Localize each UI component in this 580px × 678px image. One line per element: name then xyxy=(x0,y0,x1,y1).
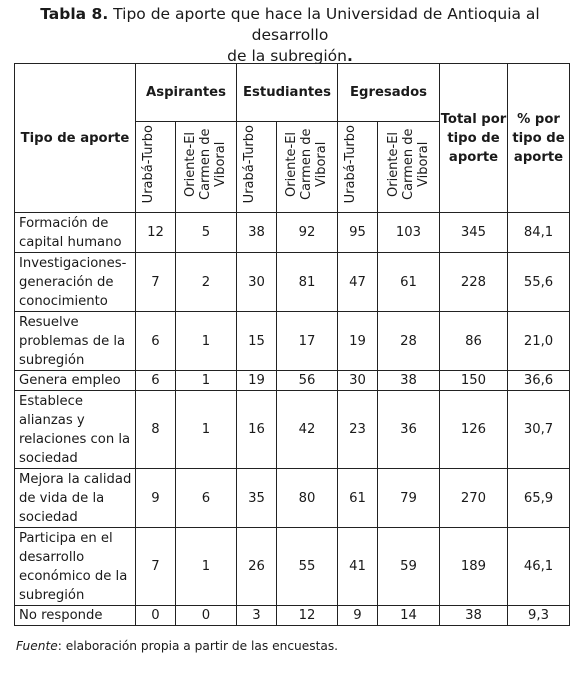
table-row xyxy=(15,528,570,606)
row-label: Mejora la calidad de vida de la sociedad xyxy=(15,469,136,528)
cell-asp-u: 7 xyxy=(136,253,176,312)
source-text: : elaboración propia a partir de las encuestas. xyxy=(57,639,339,653)
row-label: Formación de capital humano xyxy=(15,213,136,253)
cell-egr-o: 28 xyxy=(378,312,440,371)
cell-egr-u: 61 xyxy=(338,469,378,528)
table-row xyxy=(15,371,570,391)
cell-egr-u: 95 xyxy=(338,213,378,253)
header-aspirantes: Aspirantes xyxy=(136,64,237,122)
cell-asp-o: 1 xyxy=(176,312,237,371)
cell-asp-u: 0 xyxy=(136,606,176,626)
cell-total: 189 xyxy=(440,528,508,606)
cell-asp-o: 5 xyxy=(176,213,237,253)
cell-egr-o: 36 xyxy=(378,391,440,469)
cell-est-o: 55 xyxy=(277,528,338,606)
cell-pct: 84,1 xyxy=(508,213,570,253)
cell-pct: 21,0 xyxy=(508,312,570,371)
cell-est-o: 17 xyxy=(277,312,338,371)
source-label: Fuente xyxy=(16,639,58,653)
cell-egr-o: 103 xyxy=(378,213,440,253)
subheader-label: Oriente-El Carmen de Viboral xyxy=(385,128,431,200)
table-row xyxy=(15,253,570,312)
cell-est-o: 80 xyxy=(277,469,338,528)
cell-asp-u: 12 xyxy=(136,213,176,253)
header-egresados: Egresados xyxy=(338,64,440,122)
cell-asp-o: 2 xyxy=(176,253,237,312)
header-estudiantes: Estudiantes xyxy=(237,64,338,122)
cell-est-u: 38 xyxy=(237,213,277,253)
caption-text-line1: Tipo de aporte que hace la Universidad de Antioquia al desarrollo xyxy=(113,5,540,44)
cell-egr-o: 38 xyxy=(378,371,440,391)
cell-est-u: 16 xyxy=(237,391,277,469)
cell-asp-o: 0 xyxy=(176,606,237,626)
cell-egr-u: 30 xyxy=(338,371,378,391)
subheader-egresados-uraba xyxy=(338,122,378,213)
caption-label: Tabla 8. xyxy=(40,5,109,23)
cell-asp-u: 6 xyxy=(136,312,176,371)
cell-est-u: 19 xyxy=(237,371,277,391)
subheader-estudiantes-oriente xyxy=(277,122,338,213)
cell-egr-u: 41 xyxy=(338,528,378,606)
cell-egr-o: 61 xyxy=(378,253,440,312)
table-caption xyxy=(0,4,580,67)
subheader-estudiantes-uraba xyxy=(237,122,277,213)
table-row xyxy=(15,606,570,626)
cell-est-u: 3 xyxy=(237,606,277,626)
cell-est-o: 81 xyxy=(277,253,338,312)
subheader-label: Urabá-Turbo xyxy=(241,124,257,204)
cell-asp-u: 8 xyxy=(136,391,176,469)
table-row xyxy=(15,391,570,469)
row-label: Resuelve problemas de la subregión xyxy=(15,312,136,371)
cell-total: 38 xyxy=(440,606,508,626)
cell-total: 126 xyxy=(440,391,508,469)
cell-total: 270 xyxy=(440,469,508,528)
cell-egr-o: 59 xyxy=(378,528,440,606)
cell-egr-o: 14 xyxy=(378,606,440,626)
table-footer xyxy=(16,639,338,653)
caption-period: . xyxy=(346,47,353,65)
table-body xyxy=(15,213,570,626)
cell-total: 228 xyxy=(440,253,508,312)
table-row xyxy=(15,312,570,371)
cell-est-o: 92 xyxy=(277,213,338,253)
cell-egr-u: 9 xyxy=(338,606,378,626)
row-label: Investigaciones-generación de conocimiento xyxy=(15,253,136,312)
cell-est-o: 56 xyxy=(277,371,338,391)
subheader-label: Oriente-El Carmen de Viboral xyxy=(183,128,228,200)
header-pct: % por tipo de aporte xyxy=(508,64,570,213)
subheader-aspirantes-oriente xyxy=(176,122,237,213)
cell-egr-u: 19 xyxy=(338,312,378,371)
cell-est-o: 12 xyxy=(277,606,338,626)
row-label: Establece alianzas y relaciones con la sociedad xyxy=(15,391,136,469)
row-label: Genera empleo xyxy=(15,371,136,391)
cell-est-u: 35 xyxy=(237,469,277,528)
cell-asp-u: 7 xyxy=(136,528,176,606)
cell-est-u: 26 xyxy=(237,528,277,606)
header-row xyxy=(15,64,570,122)
cell-total: 86 xyxy=(440,312,508,371)
header-total: Total por tipo de aporte xyxy=(440,64,508,213)
cell-asp-o: 1 xyxy=(176,391,237,469)
cell-est-u: 30 xyxy=(237,253,277,312)
cell-est-o: 42 xyxy=(277,391,338,469)
cell-total: 345 xyxy=(440,213,508,253)
caption-text-line2: de la subregión xyxy=(227,47,347,65)
cell-pct: 65,9 xyxy=(508,469,570,528)
cell-egr-u: 47 xyxy=(338,253,378,312)
table-row xyxy=(15,469,570,528)
cell-asp-o: 6 xyxy=(176,469,237,528)
cell-asp-u: 9 xyxy=(136,469,176,528)
cell-pct: 46,1 xyxy=(508,528,570,606)
cell-total: 150 xyxy=(440,371,508,391)
data-table xyxy=(14,63,570,626)
subheader-label: Urabá-Turbo xyxy=(342,124,358,204)
cell-pct: 9,3 xyxy=(508,606,570,626)
cell-asp-o: 1 xyxy=(176,528,237,606)
subheader-egresados-oriente xyxy=(378,122,440,213)
cell-pct: 55,6 xyxy=(508,253,570,312)
subheader-label: Urabá-Turbo xyxy=(140,124,156,204)
subheader-aspirantes-uraba xyxy=(136,122,176,213)
cell-pct: 36,6 xyxy=(508,371,570,391)
subheader-label: Oriente-El Carmen de Viboral xyxy=(284,128,329,200)
cell-egr-u: 23 xyxy=(338,391,378,469)
row-label: Participa en el desarrollo económico de la subregión xyxy=(15,528,136,606)
row-label: No responde xyxy=(15,606,136,626)
cell-pct: 30,7 xyxy=(508,391,570,469)
header-tipo: Tipo de aporte xyxy=(15,64,136,213)
cell-asp-u: 6 xyxy=(136,371,176,391)
cell-est-u: 15 xyxy=(237,312,277,371)
cell-asp-o: 1 xyxy=(176,371,237,391)
table-row xyxy=(15,213,570,253)
cell-egr-o: 79 xyxy=(378,469,440,528)
